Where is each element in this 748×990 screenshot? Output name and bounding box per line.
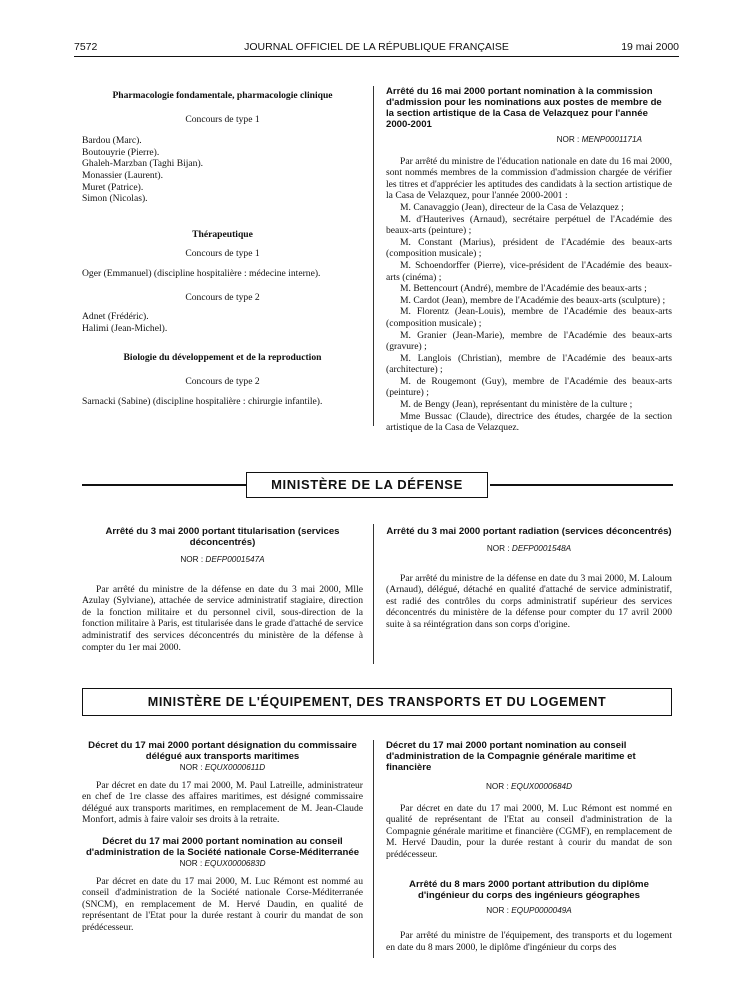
list-item: Halimi (Jean-Michel). xyxy=(82,322,168,334)
nor-reference xyxy=(386,543,672,555)
column-divider xyxy=(373,86,374,426)
list-item: Boutouyrie (Pierre). xyxy=(82,146,160,158)
nor-code: MENP0001171A xyxy=(581,135,642,144)
nor-code: EQUX0000683D xyxy=(204,858,266,868)
column-divider xyxy=(373,740,374,958)
concours-label: Concours de type 2 xyxy=(185,291,260,303)
column-divider xyxy=(373,524,374,664)
nor-code: EQUX0000611D xyxy=(204,763,266,772)
section-title: Thérapeutique xyxy=(192,228,253,240)
nor-reference xyxy=(82,554,363,566)
nor-label: NOR : xyxy=(486,905,509,915)
member-item: M. Granier (Jean-Marie), membre de l'Académie des beaux-arts (gravure) ; xyxy=(386,329,672,353)
body-paragraph: Par arrêté du ministre de la défense en date du 3 mai 2000, Mlle Azulay (Sylviane), attachée de service administratif stagiaire, direction de la fonction militaire et du personnel civil, sous-direction de la fonction militaire à Paris, est titularisée dans le grade d'attaché de service administratif des services déconcentrés du ministère de la défense à compter du 1er mai 2000. xyxy=(82,583,363,653)
body-paragraph: Par décret en date du 17 mai 2000, M. Paul Latreille, administrateur en chef de 1re classe des affaires maritimes, est désigné commissaire délégué aux transports maritimes, en remplacement de M. Jean-Claude Monfort, admis à faire valoir ses droits à la retraite. xyxy=(82,779,363,826)
list-item: Ghaleh-Marzban (Taghi Bijan). xyxy=(82,158,204,170)
list-item: Oger (Emmanuel) (discipline hospitalière : médecine interne). xyxy=(82,267,321,279)
member-item: M. Canavaggio (Jean), directeur de la Casa de Velazquez ; xyxy=(400,201,624,213)
nor-label: NOR : xyxy=(485,782,509,791)
decree-title: Arrêté du 3 mai 2000 portant radiation (services déconcentrés) xyxy=(386,526,672,537)
nor-code: EQUP0000049A xyxy=(511,905,572,915)
defense-right-column xyxy=(386,526,672,631)
nor-code: DEFP0001548A xyxy=(511,544,572,553)
concours-label: Concours de type 2 xyxy=(185,375,260,387)
member-item: M. Langlois (Christian), membre de l'Académie des beaux-arts (architecture) ; xyxy=(386,352,672,376)
header-rule xyxy=(74,56,679,57)
concours-label: Concours de type 1 xyxy=(185,113,260,125)
list-item: Bardou (Marc). xyxy=(82,135,142,147)
member-item: Mme Bussac (Claude), directrice des études, chargée de la section artistique de la Casa de Velazquez. xyxy=(386,410,672,434)
decree-title: Arrêté du 3 mai 2000 portant titularisation (services déconcentrés) xyxy=(105,526,340,548)
member-item: M. Schoendorffer (Pierre), vice-président de l'Académie des beaux-arts (cinéma) ; xyxy=(386,259,672,283)
top-left-column xyxy=(82,90,363,407)
equipement-right-column xyxy=(386,740,672,953)
nor-label: NOR : xyxy=(179,763,203,772)
body-paragraph: Par arrêté du ministre de l'éducation nationale en date du 16 mai 2000, sont nommés membres de la commission d'admission chargée de vérifier les titres et d'apprécier les aptitudes des candidats à la section artistique de la Casa de Velazquez, pour l'année 2000-2001 : xyxy=(386,155,672,202)
nor-reference xyxy=(386,134,672,146)
running-header xyxy=(74,41,679,55)
defense-left-column xyxy=(82,526,363,653)
list-item: Simon (Nicolas). xyxy=(82,193,148,205)
nor-reference xyxy=(386,905,672,917)
member-item: M. Florentz (Jean-Louis), membre de l'Académie des beaux-arts (composition musicale) ; xyxy=(386,306,672,329)
section-title: Biologie du développement et de la reproduction xyxy=(123,352,322,364)
page-number: 7572 xyxy=(74,41,98,53)
list-item: Adnet (Frédéric). xyxy=(82,311,149,323)
body-paragraph: Par arrêté du ministre de la défense en date du 3 mai 2000, M. Laloum (Arnaud), délégué, détaché en qualité d'attaché de service administratif, est radié des contrôles du corps administratif supérieur des services déconcentrés du ministère de la défense pour compter du 17 avril 2000 suite à sa réintégration dans son corps d'origine. xyxy=(386,572,672,630)
journal-title: JOURNAL OFFICIEL DE LA RÉPUBLIQUE FRANÇAISE xyxy=(244,41,509,53)
issue-date: 19 mai 2000 xyxy=(621,41,679,53)
body-paragraph: Par décret en date du 17 mai 2000, M. Luc Rémont est nommé au conseil d'administration de la Société nationale Corse-Méditerranée (SNCM), en remplacement de M. Hervé Daudin, en qualité de représentant de l'Etat pour la durée restant à courir du mandat de son prédécesseur. xyxy=(82,875,363,933)
concours-label: Concours de type 1 xyxy=(185,248,260,260)
nor-label: NOR : xyxy=(486,544,510,553)
decree-title: Décret du 17 mai 2000 portant nomination au conseil d'administration de la Compagnie générale maritime et financière xyxy=(386,740,636,773)
nor-code: DEFP0001547A xyxy=(205,555,265,564)
member-item: M. Bettencourt (André), membre de l'Académie des beaux-arts ; xyxy=(400,283,647,295)
nor-label: NOR : xyxy=(180,555,204,564)
nor-reference xyxy=(82,858,363,870)
nor-code: EQUX0000684D xyxy=(511,782,573,791)
member-item: M. de Bengy (Jean), représentant du ministère de la culture ; xyxy=(400,399,633,411)
decree-title: Décret du 17 mai 2000 portant nomination au conseil d'administration de la Société nationale Corse-Méditerranée xyxy=(85,835,360,858)
list-item: Muret (Patrice). xyxy=(82,181,144,193)
member-item: M. Cardot (Jean), membre de l'Académie des beaux-arts (sculpture) ; xyxy=(400,294,666,306)
decree-title: Arrêté du 8 mars 2000 portant attribution du diplôme d'ingénieur du corps des ingénieurs géographes xyxy=(409,878,649,901)
member-item: M. de Rougemont (Guy), membre de l'Académie des beaux-arts (peinture) ; xyxy=(386,375,672,399)
list-item: Monassier (Laurent). xyxy=(82,169,163,181)
section-title: Pharmacologie fondamentale, pharmacologie clinique xyxy=(112,90,333,101)
member-item: M. Constant (Marius), président de l'Académie des beaux-arts (composition musicale) ; xyxy=(386,236,672,260)
body-paragraph: Par décret en date du 17 mai 2000, M. Luc Rémont est nommé en qualité de représentant de l'Etat au conseil d'administration de la Compagnie générale maritime et financière (CGMF), en remplacement de M. Hervé Daudin, pour la durée restant à courir du mandat de son prédécesseur. xyxy=(386,802,672,860)
decree-title: Arrêté du 16 mai 2000 portant nomination à la commission d'admission pour les nominations aux postes de membre de la section artistique de la Casa de Velazquez pour l'année 2000-2001 xyxy=(386,86,662,130)
nor-reference xyxy=(82,762,363,774)
equipement-left-column xyxy=(82,740,363,934)
nor-reference xyxy=(386,781,672,793)
top-right-column xyxy=(386,86,672,434)
heading-rule-left xyxy=(82,484,246,486)
member-item: M. d'Hauterives (Arnaud), secrétaire perpétuel de l'Académie des beaux-arts (peinture) ; xyxy=(386,213,672,237)
ministry-heading: MINISTÈRE DE LA DÉFENSE xyxy=(246,472,488,498)
body-paragraph: Par arrêté du ministre de l'équipement, des transports et du logement en date du 8 mars 2000, le diplôme d'ingénieur du corps des xyxy=(386,930,672,953)
decree-title: Décret du 17 mai 2000 portant désignation du commissaire délégué aux transports maritimes xyxy=(88,740,357,762)
nor-label: NOR : xyxy=(556,135,580,144)
ministry-heading: MINISTÈRE DE L'ÉQUIPEMENT, DES TRANSPORTS ET DU LOGEMENT xyxy=(82,688,672,716)
nor-label: NOR : xyxy=(179,858,203,868)
list-item: Sarnacki (Sabine) (discipline hospitalière : chirurgie infantile). xyxy=(82,395,323,407)
heading-rule-right xyxy=(490,484,673,486)
